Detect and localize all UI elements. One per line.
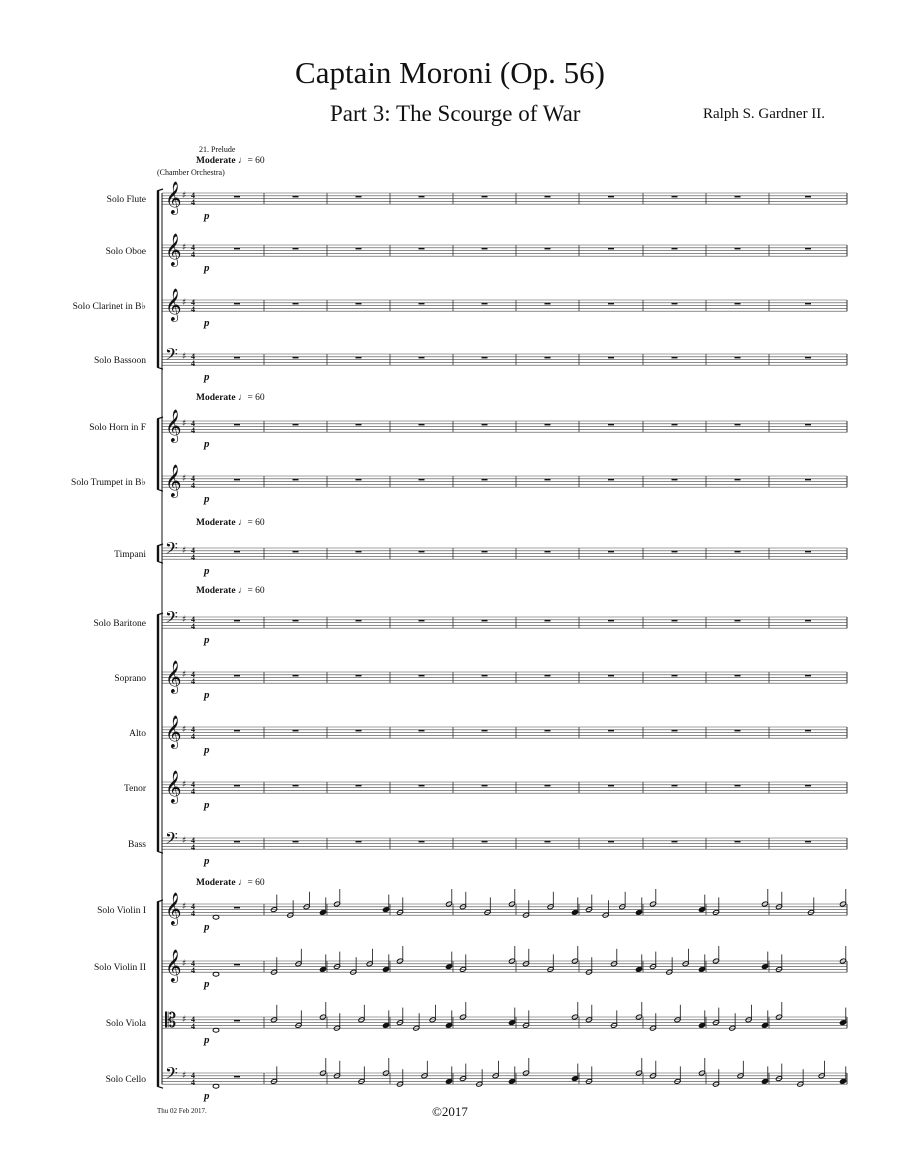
whole-rest-icon bbox=[293, 196, 299, 198]
whole-rest-icon bbox=[672, 620, 678, 622]
dynamic-mark: p bbox=[204, 978, 210, 990]
staff bbox=[128, 828, 847, 867]
whole-rest-icon bbox=[419, 675, 425, 677]
whole-rest-icon bbox=[234, 551, 240, 553]
instrument-label: Timpani bbox=[114, 550, 146, 560]
time-signature-bottom: 4 bbox=[191, 909, 195, 918]
instrument-label: Solo Oboe bbox=[105, 247, 146, 257]
dynamic-mark: p bbox=[204, 438, 210, 450]
tempo-bpm: = 60 bbox=[247, 518, 265, 528]
whole-note bbox=[213, 915, 219, 919]
whole-rest-icon bbox=[293, 785, 299, 787]
whole-rest-icon bbox=[545, 785, 551, 787]
time-signature-top: 4 bbox=[191, 780, 195, 789]
whole-rest-icon bbox=[735, 424, 741, 426]
time-signature-bottom: 4 bbox=[191, 426, 195, 435]
treble-clef-icon: 𝄞 bbox=[165, 288, 182, 321]
whole-rest-icon bbox=[482, 479, 488, 481]
treble-clef-icon: 𝄞 bbox=[165, 715, 182, 748]
whole-rest-icon bbox=[234, 841, 240, 843]
time-signature-top: 4 bbox=[191, 836, 195, 845]
whole-rest-icon bbox=[419, 424, 425, 426]
whole-rest-icon bbox=[608, 551, 614, 553]
instrument-label: Solo Baritone bbox=[93, 619, 146, 629]
time-signature-top: 4 bbox=[191, 298, 195, 307]
whole-rest-icon bbox=[482, 248, 488, 250]
whole-rest-icon bbox=[545, 196, 551, 198]
whole-rest-icon bbox=[735, 675, 741, 677]
bracket-cap bbox=[157, 189, 163, 191]
dynamic-mark: p bbox=[204, 371, 210, 383]
instrument-label: Solo Violin I bbox=[97, 906, 146, 916]
whole-rest-icon bbox=[545, 551, 551, 553]
whole-rest-icon bbox=[805, 730, 811, 732]
composer-name: Ralph S. Gardner II. bbox=[703, 106, 826, 122]
whole-rest-icon bbox=[293, 675, 299, 677]
dynamic-mark: p bbox=[204, 744, 210, 756]
sharp-icon: ♯ bbox=[182, 725, 187, 735]
treble-clef-icon: 𝄞 bbox=[165, 464, 182, 497]
sharp-icon: ♯ bbox=[182, 670, 187, 680]
staff bbox=[106, 233, 847, 274]
whole-rest-icon bbox=[672, 248, 678, 250]
time-signature-top: 4 bbox=[191, 191, 195, 200]
time-signature-bottom: 4 bbox=[191, 677, 195, 686]
whole-rest-icon bbox=[805, 675, 811, 677]
whole-rest-icon bbox=[234, 964, 240, 966]
whole-rest-icon bbox=[419, 730, 425, 732]
whole-rest-icon bbox=[608, 424, 614, 426]
quarter-note-icon: ♩ bbox=[237, 518, 248, 528]
sharp-icon: ♯ bbox=[182, 615, 187, 625]
whole-rest-icon bbox=[234, 675, 240, 677]
whole-rest-icon bbox=[482, 730, 488, 732]
whole-rest-icon bbox=[672, 303, 678, 305]
instrument-label: Tenor bbox=[123, 784, 146, 794]
whole-rest-icon bbox=[419, 841, 425, 843]
treble-clef-icon: 𝄞 bbox=[165, 660, 182, 693]
whole-rest-icon bbox=[419, 196, 425, 198]
whole-rest-icon bbox=[545, 303, 551, 305]
time-signature-top: 4 bbox=[191, 243, 195, 252]
whole-rest-icon bbox=[356, 620, 362, 622]
sharp-icon: ♯ bbox=[182, 902, 187, 912]
staff bbox=[106, 1058, 847, 1102]
whole-rest-icon bbox=[419, 357, 425, 359]
dynamic-mark: p bbox=[204, 210, 210, 222]
whole-rest-icon bbox=[608, 479, 614, 481]
time-signature-top: 4 bbox=[191, 725, 195, 734]
whole-rest-icon bbox=[735, 730, 741, 732]
tempo-bpm: = 60 bbox=[247, 156, 265, 166]
time-signature-bottom: 4 bbox=[191, 553, 195, 562]
quarter-note-icon: ♩ bbox=[237, 156, 248, 166]
time-signature-top: 4 bbox=[191, 474, 195, 483]
dynamic-mark: p bbox=[204, 317, 210, 329]
sharp-icon: ♯ bbox=[182, 243, 187, 253]
instrument-label: Soprano bbox=[114, 674, 146, 684]
staff bbox=[124, 770, 847, 811]
whole-rest-icon bbox=[356, 551, 362, 553]
dynamic-mark: p bbox=[204, 1090, 210, 1102]
alto-clef-icon: 𝄡 bbox=[165, 1008, 177, 1032]
instrument-label: Solo Horn in F bbox=[89, 423, 146, 433]
whole-rest-icon bbox=[234, 1076, 240, 1078]
bracket-cap bbox=[157, 1086, 163, 1088]
whole-rest-icon bbox=[234, 196, 240, 198]
whole-rest-icon bbox=[234, 303, 240, 305]
whole-rest-icon bbox=[419, 551, 425, 553]
whole-rest-icon bbox=[805, 479, 811, 481]
whole-rest-icon bbox=[672, 479, 678, 481]
whole-note bbox=[213, 972, 219, 976]
whole-rest-icon bbox=[482, 841, 488, 843]
tempo-bpm: = 60 bbox=[247, 878, 265, 888]
staff bbox=[97, 889, 847, 933]
whole-rest-icon bbox=[735, 479, 741, 481]
whole-rest-icon bbox=[805, 785, 811, 787]
whole-rest-icon bbox=[234, 785, 240, 787]
whole-rest-icon bbox=[356, 424, 362, 426]
instrument-label: Solo Trumpet in B♭ bbox=[71, 478, 146, 488]
sharp-icon: ♯ bbox=[182, 474, 187, 484]
whole-rest-icon bbox=[608, 785, 614, 787]
whole-rest-icon bbox=[482, 196, 488, 198]
whole-rest-icon bbox=[234, 620, 240, 622]
instrument-label: Solo Flute bbox=[106, 195, 146, 205]
time-signature-bottom: 4 bbox=[191, 732, 195, 741]
staff bbox=[94, 344, 847, 383]
dynamic-mark: p bbox=[204, 1034, 210, 1046]
tempo-text: Moderate bbox=[196, 878, 236, 888]
time-signature-top: 4 bbox=[191, 352, 195, 361]
sharp-icon: ♯ bbox=[182, 1071, 187, 1081]
staff bbox=[106, 1002, 847, 1046]
staff bbox=[114, 538, 847, 577]
time-signature-top: 4 bbox=[191, 1071, 195, 1080]
whole-rest-icon bbox=[608, 841, 614, 843]
whole-rest-icon bbox=[805, 196, 811, 198]
staff bbox=[71, 464, 847, 505]
whole-rest-icon bbox=[293, 424, 299, 426]
tempo-bpm: = 60 bbox=[247, 393, 265, 403]
tempo-bpm: = 60 bbox=[247, 586, 265, 596]
whole-rest-icon bbox=[805, 620, 811, 622]
whole-rest-icon bbox=[482, 424, 488, 426]
instrument-label: Solo Viola bbox=[105, 1019, 146, 1029]
sharp-icon: ♯ bbox=[182, 546, 187, 556]
whole-rest-icon bbox=[545, 357, 551, 359]
whole-rest-icon bbox=[608, 357, 614, 359]
instrument-label: Solo Violin II bbox=[93, 963, 146, 973]
time-signature-bottom: 4 bbox=[191, 250, 195, 259]
whole-rest-icon bbox=[482, 675, 488, 677]
whole-rest-icon bbox=[608, 303, 614, 305]
staff bbox=[89, 409, 847, 450]
whole-rest-icon bbox=[735, 785, 741, 787]
tempo-text: Moderate bbox=[196, 156, 236, 166]
whole-rest-icon bbox=[293, 841, 299, 843]
whole-rest-icon bbox=[735, 357, 741, 359]
whole-rest-icon bbox=[672, 730, 678, 732]
footer-date: Thu 02 Feb 2017. bbox=[157, 1107, 207, 1115]
whole-rest-icon bbox=[735, 620, 741, 622]
whole-rest-icon bbox=[356, 479, 362, 481]
time-signature-top: 4 bbox=[191, 419, 195, 428]
whole-rest-icon bbox=[545, 248, 551, 250]
whole-rest-icon bbox=[293, 551, 299, 553]
dynamic-mark: p bbox=[204, 493, 210, 505]
whole-rest-icon bbox=[545, 675, 551, 677]
whole-rest-icon bbox=[608, 675, 614, 677]
time-signature-bottom: 4 bbox=[191, 305, 195, 314]
score-subtitle: Part 3: The Scourge of War bbox=[330, 101, 581, 126]
whole-rest-icon bbox=[293, 303, 299, 305]
bass-clef-icon: 𝄢 bbox=[165, 828, 178, 852]
quarter-note-icon: ♩ bbox=[237, 586, 248, 596]
dynamic-mark: p bbox=[204, 921, 210, 933]
whole-rest-icon bbox=[735, 248, 741, 250]
whole-rest-icon bbox=[293, 248, 299, 250]
whole-rest-icon bbox=[735, 196, 741, 198]
bass-clef-icon: 𝄢 bbox=[165, 344, 178, 368]
whole-rest-icon bbox=[482, 303, 488, 305]
whole-note bbox=[213, 1084, 219, 1088]
treble-clef-icon: 𝄞 bbox=[165, 892, 182, 925]
staff bbox=[114, 660, 847, 701]
whole-rest-icon bbox=[356, 303, 362, 305]
time-signature-top: 4 bbox=[191, 546, 195, 555]
tempo-text: Moderate bbox=[196, 393, 236, 403]
score-title: Captain Moroni (Op. 56) bbox=[295, 55, 605, 90]
bass-clef-icon: 𝄢 bbox=[165, 538, 178, 562]
whole-rest-icon bbox=[482, 551, 488, 553]
whole-rest-icon bbox=[356, 357, 362, 359]
sharp-icon: ♯ bbox=[182, 191, 187, 201]
whole-note bbox=[213, 1028, 219, 1032]
sharp-icon: ♯ bbox=[182, 419, 187, 429]
bass-clef-icon: 𝄢 bbox=[165, 1063, 178, 1087]
whole-rest-icon bbox=[805, 303, 811, 305]
whole-rest-icon bbox=[545, 841, 551, 843]
whole-rest-icon bbox=[545, 730, 551, 732]
copyright: ©2017 bbox=[432, 1104, 468, 1119]
whole-rest-icon bbox=[805, 248, 811, 250]
time-signature-bottom: 4 bbox=[191, 1022, 195, 1031]
sharp-icon: ♯ bbox=[182, 1015, 187, 1025]
whole-rest-icon bbox=[735, 303, 741, 305]
movement-label: 21. Prelude bbox=[199, 145, 236, 154]
staff bbox=[129, 715, 847, 756]
time-signature-bottom: 4 bbox=[191, 1078, 195, 1087]
time-signature-top: 4 bbox=[191, 902, 195, 911]
whole-rest-icon bbox=[672, 551, 678, 553]
time-signature-top: 4 bbox=[191, 615, 195, 624]
sharp-icon: ♯ bbox=[182, 959, 187, 969]
whole-rest-icon bbox=[608, 196, 614, 198]
whole-rest-icon bbox=[234, 730, 240, 732]
staff bbox=[107, 181, 847, 222]
sharp-icon: ♯ bbox=[182, 780, 187, 790]
treble-clef-icon: 𝄞 bbox=[165, 409, 182, 442]
whole-rest-icon bbox=[234, 1020, 240, 1022]
whole-rest-icon bbox=[545, 424, 551, 426]
time-signature-bottom: 4 bbox=[191, 787, 195, 796]
whole-rest-icon bbox=[419, 479, 425, 481]
instrument-label: Bass bbox=[128, 840, 146, 850]
whole-rest-icon bbox=[482, 785, 488, 787]
dynamic-mark: p bbox=[204, 689, 210, 701]
whole-rest-icon bbox=[672, 357, 678, 359]
whole-rest-icon bbox=[293, 730, 299, 732]
sharp-icon: ♯ bbox=[182, 352, 187, 362]
whole-rest-icon bbox=[356, 675, 362, 677]
whole-rest-icon bbox=[608, 248, 614, 250]
whole-rest-icon bbox=[672, 675, 678, 677]
instrument-label: Solo Cello bbox=[105, 1075, 146, 1085]
treble-clef-icon: 𝄞 bbox=[165, 770, 182, 803]
whole-rest-icon bbox=[293, 620, 299, 622]
whole-rest-icon bbox=[234, 357, 240, 359]
whole-rest-icon bbox=[356, 730, 362, 732]
time-signature-bottom: 4 bbox=[191, 198, 195, 207]
instrument-label: Alto bbox=[129, 729, 146, 739]
whole-rest-icon bbox=[672, 841, 678, 843]
dynamic-mark: p bbox=[204, 634, 210, 646]
instrument-label: Solo Clarinet in B♭ bbox=[72, 302, 146, 312]
whole-rest-icon bbox=[545, 479, 551, 481]
treble-clef-icon: 𝄞 bbox=[165, 233, 182, 266]
whole-rest-icon bbox=[419, 785, 425, 787]
whole-rest-icon bbox=[672, 196, 678, 198]
whole-rest-icon bbox=[234, 424, 240, 426]
whole-rest-icon bbox=[293, 479, 299, 481]
whole-rest-icon bbox=[608, 620, 614, 622]
whole-rest-icon bbox=[608, 730, 614, 732]
time-signature-bottom: 4 bbox=[191, 359, 195, 368]
whole-rest-icon bbox=[672, 785, 678, 787]
whole-rest-icon bbox=[805, 424, 811, 426]
whole-rest-icon bbox=[234, 907, 240, 909]
whole-rest-icon bbox=[735, 841, 741, 843]
sharp-icon: ♯ bbox=[182, 836, 187, 846]
tempo-text: Moderate bbox=[196, 518, 236, 528]
dynamic-mark: p bbox=[204, 565, 210, 577]
time-signature-top: 4 bbox=[191, 1015, 195, 1024]
time-signature-top: 4 bbox=[191, 959, 195, 968]
treble-clef-icon: 𝄞 bbox=[165, 181, 182, 214]
whole-rest-icon bbox=[356, 248, 362, 250]
whole-rest-icon bbox=[805, 841, 811, 843]
quarter-note-icon: ♩ bbox=[237, 393, 248, 403]
whole-rest-icon bbox=[735, 551, 741, 553]
time-signature-top: 4 bbox=[191, 670, 195, 679]
quarter-note-icon: ♩ bbox=[237, 878, 248, 888]
whole-rest-icon bbox=[419, 303, 425, 305]
whole-rest-icon bbox=[293, 357, 299, 359]
bass-clef-icon: 𝄢 bbox=[165, 607, 178, 631]
time-signature-bottom: 4 bbox=[191, 622, 195, 631]
whole-rest-icon bbox=[672, 424, 678, 426]
whole-rest-icon bbox=[482, 620, 488, 622]
whole-rest-icon bbox=[805, 551, 811, 553]
dynamic-mark: p bbox=[204, 799, 210, 811]
staff bbox=[94, 946, 847, 990]
whole-rest-icon bbox=[805, 357, 811, 359]
sharp-icon: ♯ bbox=[182, 298, 187, 308]
time-signature-bottom: 4 bbox=[191, 481, 195, 490]
instrument-label: Solo Bassoon bbox=[94, 356, 146, 366]
staff bbox=[73, 288, 847, 329]
staff bbox=[93, 607, 847, 646]
whole-rest-icon bbox=[234, 479, 240, 481]
dynamic-mark: p bbox=[204, 855, 210, 867]
whole-rest-icon bbox=[419, 248, 425, 250]
tempo-text: Moderate bbox=[196, 586, 236, 596]
dynamic-mark: p bbox=[204, 262, 210, 274]
whole-rest-icon bbox=[545, 620, 551, 622]
whole-rest-icon bbox=[234, 248, 240, 250]
treble-clef-icon: 𝄞 bbox=[165, 949, 182, 982]
time-signature-bottom: 4 bbox=[191, 843, 195, 852]
whole-rest-icon bbox=[419, 620, 425, 622]
whole-rest-icon bbox=[356, 841, 362, 843]
ensemble-label: (Chamber Orchestra) bbox=[157, 168, 225, 177]
whole-rest-icon bbox=[356, 785, 362, 787]
time-signature-bottom: 4 bbox=[191, 966, 195, 975]
whole-rest-icon bbox=[356, 196, 362, 198]
whole-rest-icon bbox=[482, 357, 488, 359]
